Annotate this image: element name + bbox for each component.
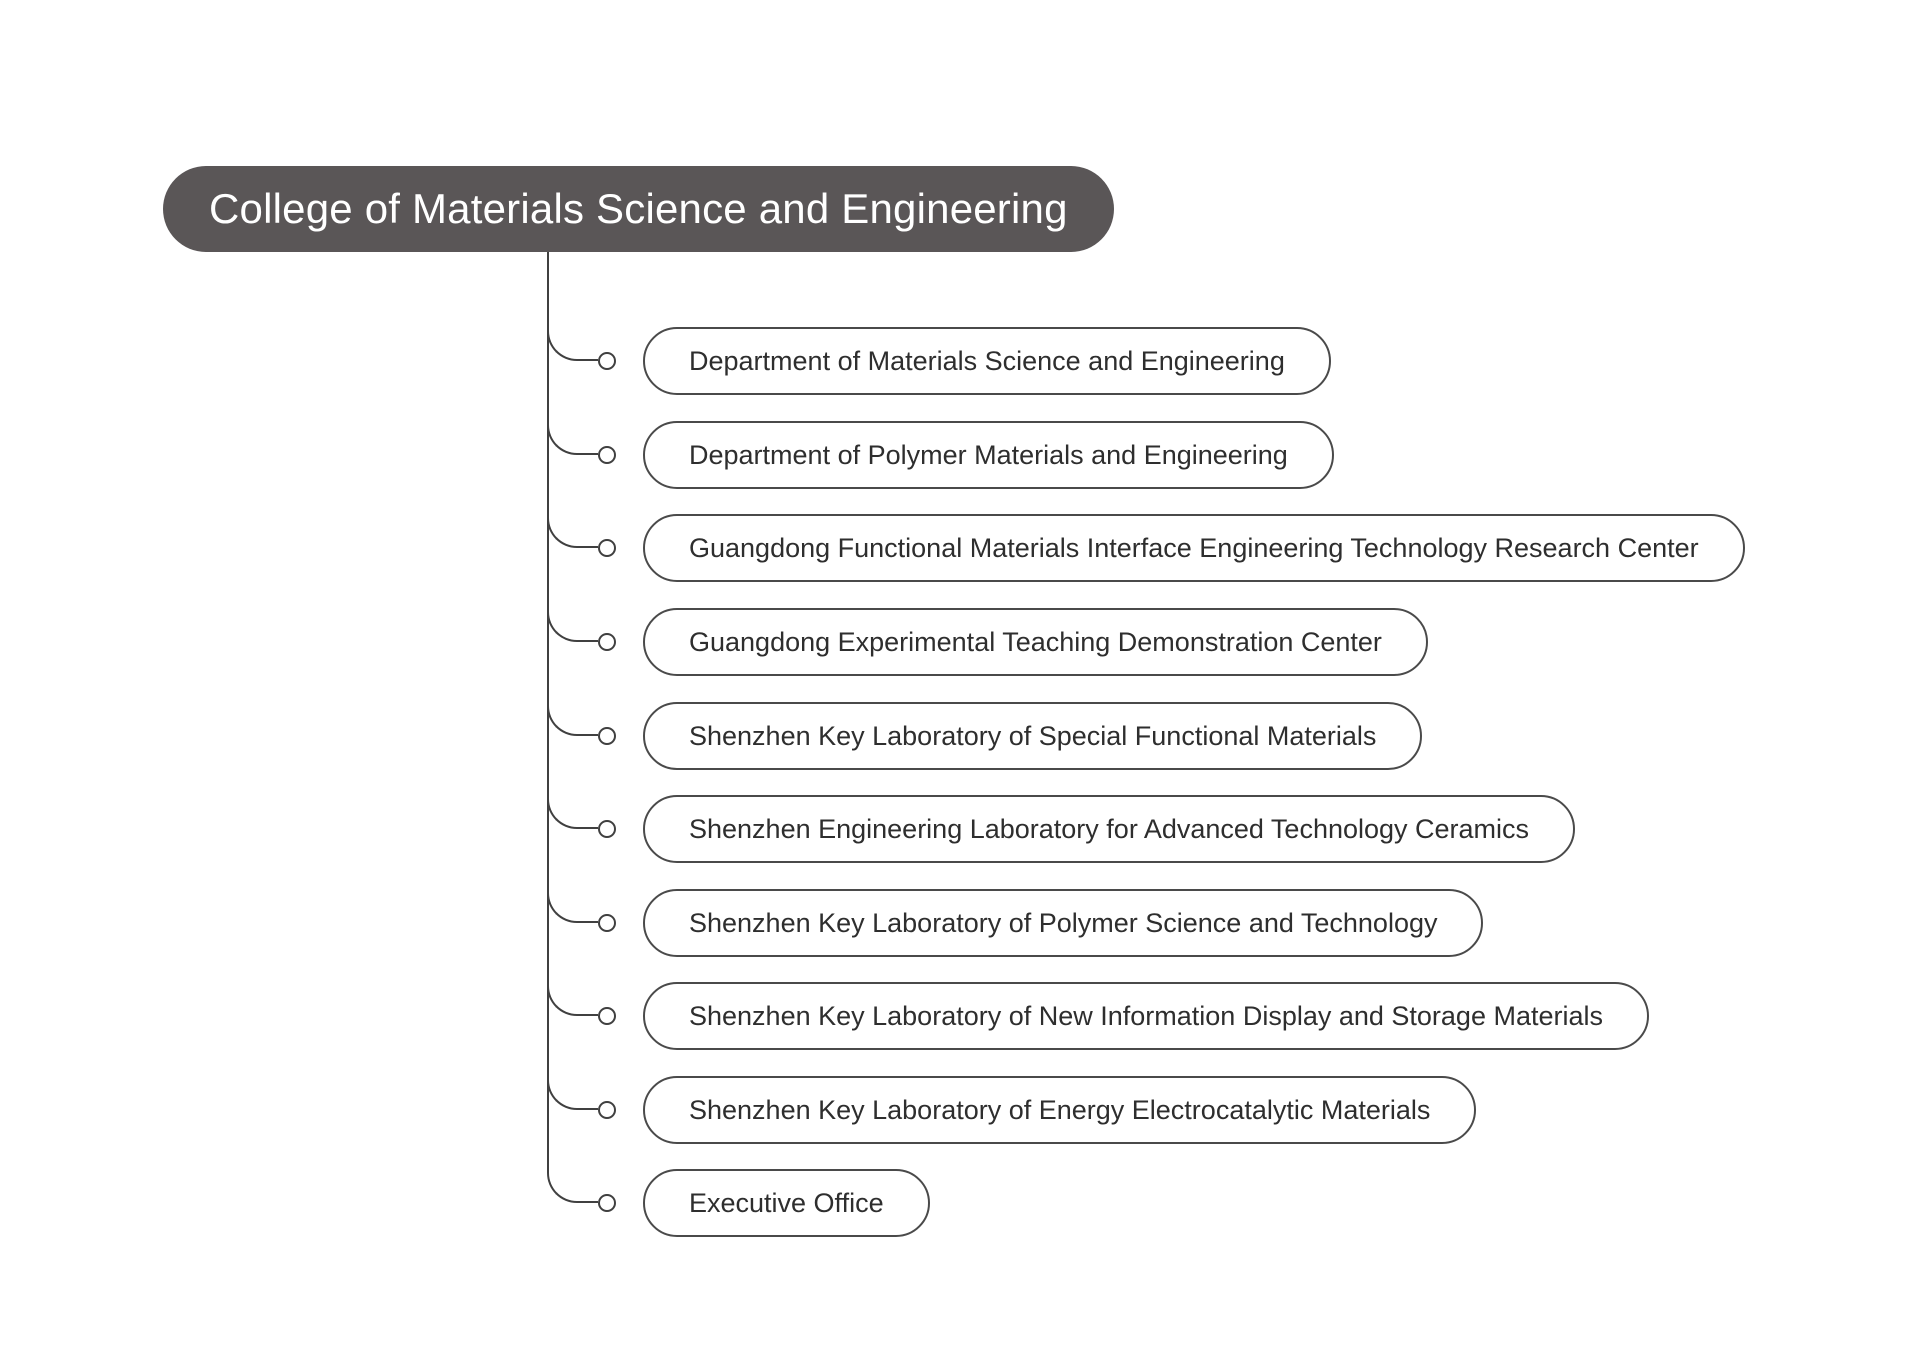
branch-connector xyxy=(547,1079,598,1110)
tree-node[interactable] xyxy=(643,327,1331,395)
collapse-toggle-dot[interactable] xyxy=(598,820,616,838)
tree-node-label: Executive Office xyxy=(689,1188,884,1218)
tree-node-label: Shenzhen Key Laboratory of Polymer Science and Technology xyxy=(689,908,1438,938)
branch-connector xyxy=(547,330,598,361)
tree-node[interactable] xyxy=(643,702,1422,770)
collapse-toggle-dot[interactable] xyxy=(598,539,616,557)
tree-node-label: Guangdong Functional Materials Interface Engineering Technology Research Center xyxy=(689,533,1699,563)
tree-node[interactable] xyxy=(643,1169,930,1237)
tree-node[interactable] xyxy=(643,514,1745,582)
branch-connector xyxy=(547,424,598,455)
collapse-toggle-dot[interactable] xyxy=(598,727,616,745)
branch-connector xyxy=(547,517,598,548)
root-node[interactable]: College of Materials Science and Engineering xyxy=(163,166,1114,252)
tree-node-label: Shenzhen Engineering Laboratory for Advanced Technology Ceramics xyxy=(689,814,1530,844)
collapse-toggle-dot[interactable] xyxy=(598,1101,616,1119)
tree-node[interactable] xyxy=(643,795,1575,863)
branch-connector xyxy=(547,705,598,736)
collapse-toggle-dot[interactable] xyxy=(598,446,616,464)
branch-connector xyxy=(547,611,598,642)
tree-node-label: Shenzhen Key Laboratory of Special Functional Materials xyxy=(689,721,1377,751)
tree-node-label: Department of Materials Science and Engineering xyxy=(689,346,1285,376)
collapse-toggle-dot[interactable] xyxy=(598,352,616,370)
tree-node[interactable] xyxy=(643,889,1483,957)
branch-connector xyxy=(547,985,598,1016)
tree-node[interactable] xyxy=(643,421,1334,489)
branch-connector xyxy=(547,892,598,923)
tree-node[interactable] xyxy=(643,1076,1476,1144)
tree-node[interactable] xyxy=(643,982,1649,1050)
collapse-toggle-dot[interactable] xyxy=(598,914,616,932)
collapse-toggle-dot[interactable] xyxy=(598,633,616,651)
tree-node-label: Shenzhen Key Laboratory of New Information Display and Storage Materials xyxy=(689,1001,1603,1031)
branch-connector xyxy=(547,798,598,829)
collapse-toggle-dot[interactable] xyxy=(598,1007,616,1025)
tree-node-label: Guangdong Experimental Teaching Demonstration Center xyxy=(689,627,1382,657)
tree-node-label: Department of Polymer Materials and Engineering xyxy=(689,440,1288,470)
collapse-toggle-dot[interactable] xyxy=(598,1194,616,1212)
branch-connector xyxy=(547,1172,598,1203)
tree-node[interactable] xyxy=(643,608,1428,676)
tree-node-label: Shenzhen Key Laboratory of Energy Electrocatalytic Materials xyxy=(689,1095,1431,1125)
